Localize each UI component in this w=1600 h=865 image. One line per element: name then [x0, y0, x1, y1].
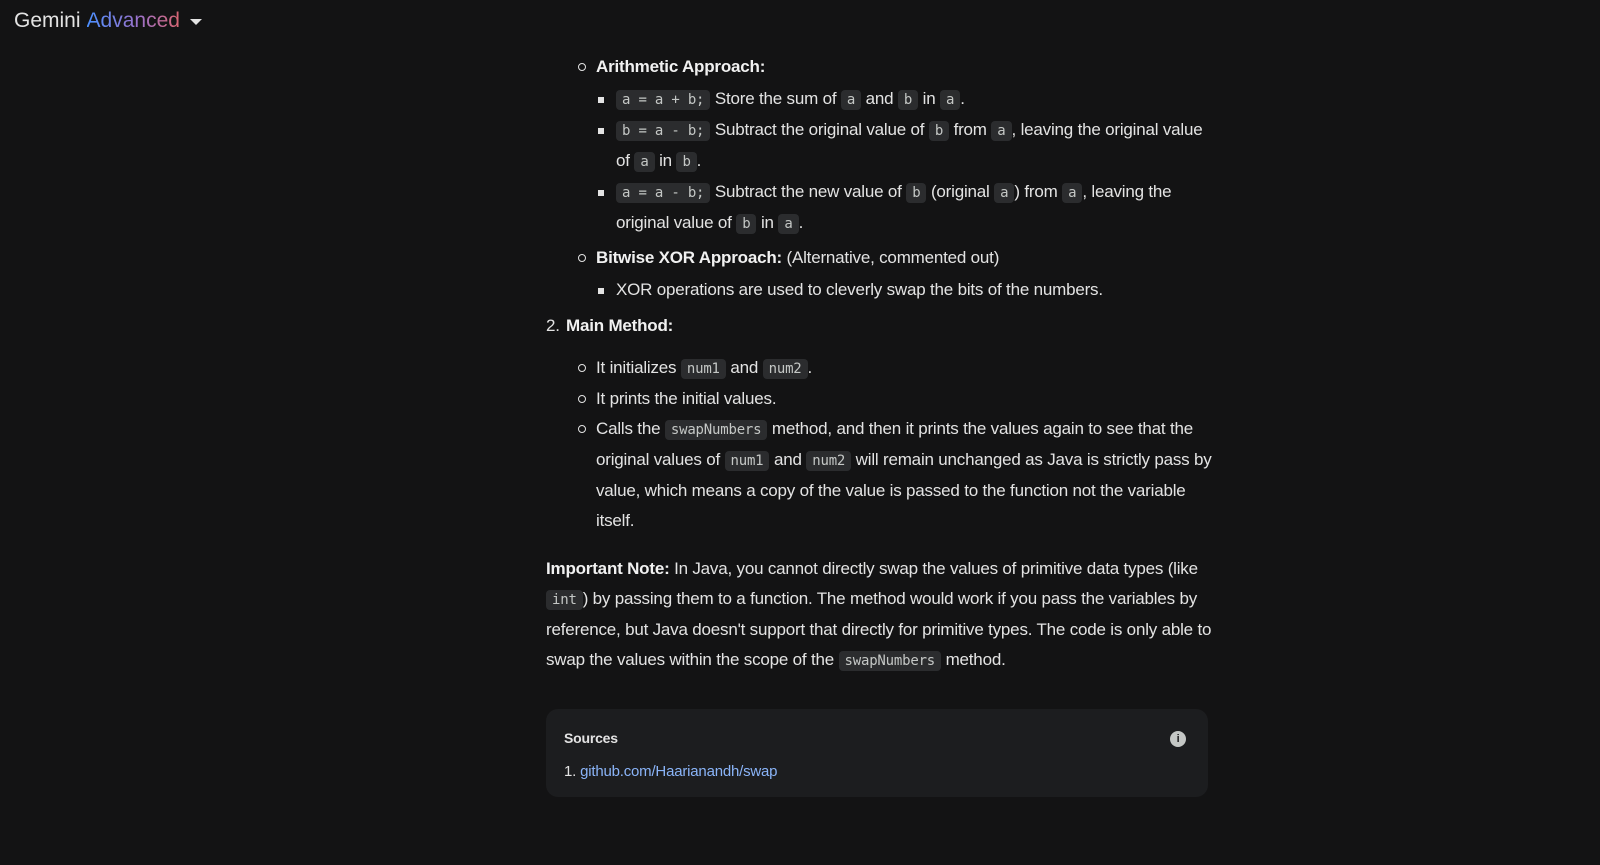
inline-code: b	[906, 183, 926, 203]
inline-code: b	[929, 121, 949, 141]
source-item	[564, 761, 1190, 783]
inline-code: a	[1062, 183, 1082, 203]
caret-down-icon[interactable]	[190, 19, 202, 25]
source-link[interactable]: github.com/Haarianandh/swap	[580, 763, 778, 780]
text: , leaving the original value of	[616, 120, 1203, 170]
text: will remain unchanged as Java is strictly pass by value, which means a copy of the value is passed to the function not the variable itself.	[596, 450, 1212, 530]
text: .	[807, 358, 813, 377]
inline-code: swapNumbers	[665, 420, 768, 440]
sources-title: Sources	[564, 730, 618, 746]
response-content	[546, 52, 1220, 797]
main-heading: Main Method:	[566, 316, 674, 335]
text: In Java, you cannot directly swap the values of primitive data types (like	[669, 559, 1198, 578]
brand-tier: Advanced	[86, 9, 180, 32]
text: Subtract the new value of	[710, 182, 907, 201]
text: ) from	[1014, 182, 1063, 201]
inline-code: num1	[681, 359, 726, 379]
text: method.	[941, 650, 1006, 669]
text: and	[861, 89, 898, 108]
note-label: Important Note:	[546, 559, 670, 578]
text: Store the sum of	[710, 89, 841, 108]
inline-code: b = a - b;	[616, 121, 710, 141]
inline-code: a	[994, 183, 1014, 203]
text: from	[949, 120, 992, 139]
inline-code: a = a + b;	[616, 90, 710, 110]
text: and	[769, 450, 807, 469]
inline-code: a	[634, 152, 654, 172]
inline-code: a = a - b;	[616, 183, 710, 203]
list-item: It prints the initial values.	[578, 384, 1220, 414]
inline-code: num2	[806, 451, 851, 471]
text: ) by passing them to a function. The method would work if you pass the variables by reference, but Java doesn't support that directly for primitive types. The code is only able to swap the values within the scope of the	[546, 589, 1212, 669]
inline-code: int	[546, 590, 583, 610]
list-item: XOR operations are used to cleverly swap the bits of the numbers.	[598, 275, 1220, 305]
numbered-item	[546, 311, 1220, 341]
brand-name: Gemini	[14, 9, 81, 32]
inline-code: a	[991, 121, 1011, 141]
important-note	[546, 554, 1220, 676]
text: , leaving the original value of	[616, 182, 1172, 232]
text: .	[798, 213, 804, 232]
text: in	[756, 213, 779, 232]
list-item	[578, 243, 1220, 305]
model-selector[interactable]	[14, 9, 202, 33]
inline-code: a	[841, 90, 861, 110]
text: and	[725, 358, 763, 377]
text: Subtract the original value of	[710, 120, 929, 139]
inline-code: b	[736, 214, 756, 234]
arithmetic-sublist	[596, 84, 1220, 239]
text: .	[960, 89, 965, 108]
text: in	[654, 151, 677, 170]
text: method, and then it prints the values again to see that the original values of	[596, 419, 1193, 469]
sources-panel	[546, 709, 1208, 797]
text: in	[918, 89, 941, 108]
text: Calls the	[596, 419, 665, 438]
arithmetic-list	[546, 52, 1220, 305]
xor-sublist	[596, 275, 1220, 305]
text: (original	[926, 182, 995, 201]
xor-heading: Bitwise XOR Approach:	[596, 248, 782, 267]
inline-code: b	[898, 90, 918, 110]
list-item	[578, 353, 1220, 384]
list-item	[598, 115, 1220, 177]
inline-code: swapNumbers	[839, 651, 942, 671]
text: It initializes	[596, 358, 681, 377]
item-number: 2.	[546, 316, 560, 335]
main-list	[546, 353, 1220, 536]
text: (Alternative, commented out)	[781, 248, 1000, 267]
arithmetic-heading: Arithmetic Approach:	[596, 57, 766, 76]
text: .	[696, 151, 702, 170]
inline-code: a	[940, 90, 960, 110]
list-item	[578, 52, 1220, 239]
list-item	[578, 414, 1220, 536]
inline-code: b	[676, 152, 696, 172]
info-icon[interactable]: i	[1170, 731, 1186, 747]
list-item	[598, 177, 1220, 239]
list-item	[598, 84, 1220, 115]
inline-code: num2	[763, 359, 808, 379]
source-number: 1.	[564, 763, 577, 780]
inline-code: a	[778, 214, 798, 234]
inline-code: num1	[725, 451, 770, 471]
